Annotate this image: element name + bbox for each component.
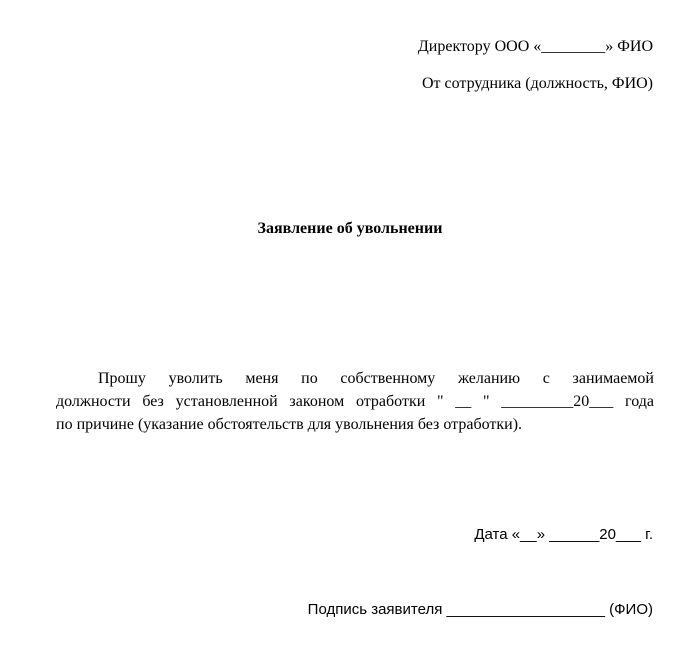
- document-title: Заявление об увольнении: [257, 220, 443, 237]
- body-paragraph: [56, 367, 654, 436]
- date-line: Дата «__» ______20___ г.: [474, 526, 653, 543]
- body-line-3: по причине (указание обстоятельств для увольнения без отработки).: [56, 416, 523, 433]
- sender-line: От сотрудника (должность, ФИО): [421, 75, 653, 92]
- body-line-1: Прошу уволить меня по собственному желанию с занимаемой: [98, 370, 654, 387]
- signature-line: Подпись заявителя ___________________ (ФИО): [307, 601, 653, 618]
- addressee-line: Директору ООО «________» ФИО: [417, 38, 653, 55]
- body-line-2: должности без установленной законом отработки " __ " _________20___ года: [56, 393, 654, 410]
